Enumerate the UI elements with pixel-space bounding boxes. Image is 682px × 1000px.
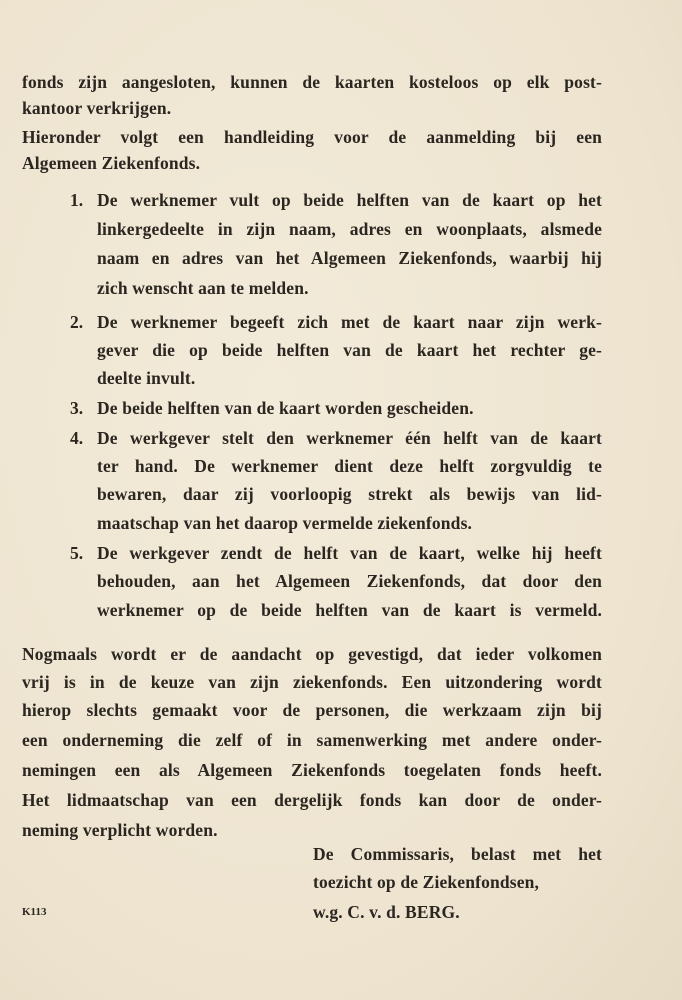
step-line: bewaren, daar zij voorloopig strekt als bewijs van lid- <box>97 484 602 504</box>
step-line: ter hand. De werknemer dient deze helft zorgvuldig te <box>97 456 602 476</box>
intro-line: Algemeen Ziekenfonds. <box>22 153 201 173</box>
closing-line: een onderneming die zelf of in samenwerking met andere onder- <box>22 730 602 750</box>
intro-line: fonds zijn aangesloten, kunnen de kaarten kosteloos op elk post- <box>22 72 602 92</box>
step-line: zich wenscht aan te melden. <box>97 278 309 298</box>
closing-line: hierop slechts gemaakt voor de personen, die werkzaam zijn bij <box>22 700 602 720</box>
step-line: deelte invult. <box>97 368 196 388</box>
signature-line: w.g. C. v. d. BERG. <box>313 902 460 922</box>
step-line: linkergedeelte in zijn naam, adres en woonplaats, alsmede <box>97 219 602 239</box>
step-line: De werknemer vult op beide helften van de kaart op het <box>97 190 602 210</box>
step-line: werknemer op de beide helften van de kaart is vermeld. <box>97 600 602 620</box>
step-line: gever die op beide helften van de kaart het rechter ge- <box>97 340 602 360</box>
closing-line: vrij is in de keuze van zijn ziekenfonds. Een uitzondering wordt <box>22 672 602 692</box>
form-code: K113 <box>22 906 47 918</box>
closing-line: Nogmaals wordt er de aandacht op gevestigd, dat ieder volkomen <box>22 644 602 664</box>
step-number: 5. <box>70 543 84 563</box>
signature-line: toezicht op de Ziekenfondsen, <box>313 872 540 892</box>
step-number: 4. <box>70 428 84 448</box>
signature-line: De Commissaris, belast met het <box>313 844 602 864</box>
step-line: De werknemer begeeft zich met de kaart naar zijn werk- <box>97 312 602 332</box>
step-line: behouden, aan het Algemeen Ziekenfonds, dat door den <box>97 571 602 591</box>
intro-line: kantoor verkrijgen. <box>22 98 172 118</box>
closing-line: neming verplicht worden. <box>22 820 218 840</box>
step-number: 1. <box>70 190 84 210</box>
step-line: maatschap van het daarop vermelde ziekenfonds. <box>97 513 473 533</box>
step-line: naam en adres van het Algemeen Ziekenfonds, waarbij hij <box>97 248 602 268</box>
step-line: De beide helften van de kaart worden gescheiden. <box>97 398 474 418</box>
intro-line: Hieronder volgt een handleiding voor de aanmelding bij een <box>22 127 602 147</box>
closing-line: nemingen een als Algemeen Ziekenfonds toegelaten fonds heeft. <box>22 760 602 780</box>
step-number: 2. <box>70 312 84 332</box>
step-line: De werkgever zendt de helft van de kaart, welke hij heeft <box>97 543 602 563</box>
closing-line: Het lidmaatschap van een dergelijk fonds kan door de onder- <box>22 790 602 810</box>
step-line: De werkgever stelt den werknemer één helft van de kaart <box>97 428 602 448</box>
step-number: 3. <box>70 398 84 418</box>
